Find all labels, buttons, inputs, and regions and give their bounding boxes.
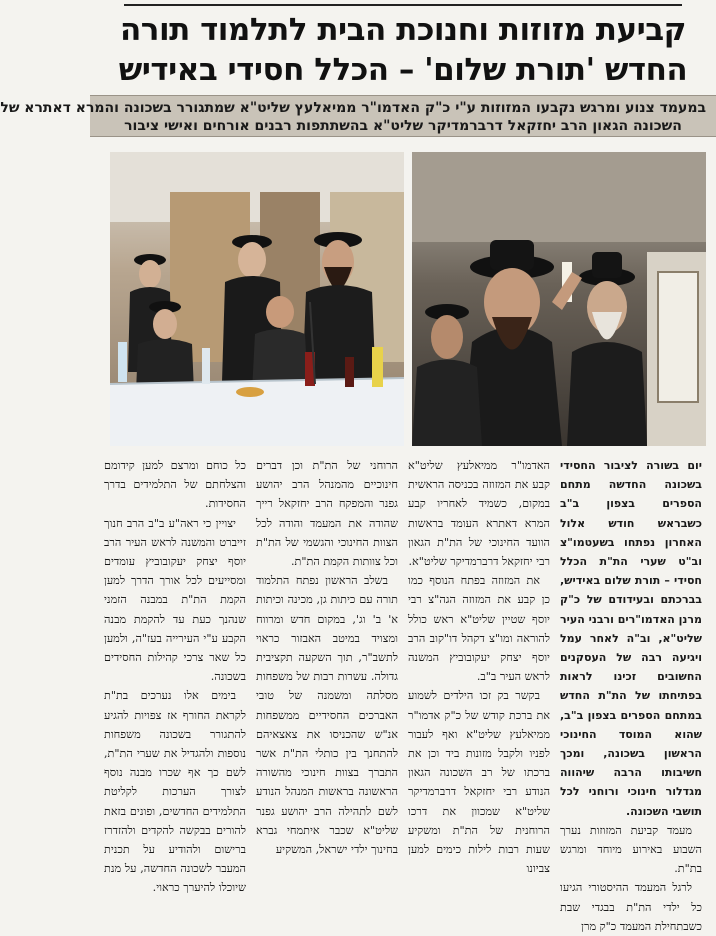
subheadline-line-1: במעמד צנוע ומרגש נקבעו המזוזות ע"י כ"ק האדמו"ר ממיאלעץ שליט"א שמתגורר בשכונה והמרא דאתרא של xyxy=(0,100,706,116)
article-paragraph: בשלב הראשון נפתח התלמוד תורה עם כיתות גן, מכינה וכיתות א' ב' וג', במקום חדש ומרווח ומצויד במיטב האבזור כראוי לתשב"ר, תוך השקעה תקציבית גדולה. עשרות רבות של משפחות מסלתה ומשמנה של טובי האברכים החסידיים ממשפחות אנ"ש שהכניסו את צאצאיהם להתחנך בין כותלי הת"ת אשר התברך בצוות חינוכי מהשורה הראשונה בראשות המנהל הנודע לשם לתהילה הרב יהושע גפנר שליט"א שכבר איתמחי גברא בחינוך ילדי ישראל, המשקיע xyxy=(256,574,398,857)
article-column-2 xyxy=(408,456,550,876)
article-paragraph: הרוחני של הת"ת וכן דברים חינוכיים מהמנהל הרב יהושע גפנר והמפקח הרב יחזקאל רייך שהודה את המעמד והודה לכל הצוות החינוכי והגשמי של הת"ת וכל צוותות הקמת הת"ת. xyxy=(256,459,398,569)
article-paragraph: את המזוזה בפתח הנוסף כמו כן קבע את המזוזה הגה"צ רבי יוסף שטיין שליט"א ראש כולל להוראה ומו"צ דקהל דו"קוב הרב יוסף יצחק יעקובוביץ המשנה לראש העיר ב"ב. xyxy=(408,574,550,684)
article-paragraph: בימים אלו נערכים בת"ת לקראת החורף אז צפויות להגיע להתגורר בשכונה משפחות נוספות ולהגדיל את שערי הת"ת, לשם כך אף שכרו מבנה נוסף לצורך הערכות לקליטת התלמידים החדשים, ופונים בזאת להורים בבקשה להקדים ולהזדרז ברישום ולהודיע על תכנית המעבר לשכונה החדשה, על מנת שיוכלו להיערך כראוי. xyxy=(104,689,246,895)
article-column-3 xyxy=(256,456,398,857)
subheadline-line-2: השכונה הגאון הרב יחזקאל דרברמדיקר שליט"א בהשתתפות רבנים אורחים ואישי ציבור xyxy=(124,118,682,134)
article-column-4 xyxy=(104,456,246,895)
headline xyxy=(108,10,698,90)
article-paragraph: יום בשורה לציבור החסידי בשכונה החדשה מתחם הספרים בצפון ב"ב כשבראש חודש אלול האחרון נפתחו בשעטמו"צ וב"ט שערי הת"ת הכלל חסידי – תורת שלום באידיש, בברכתם ובעידודם של כ"ק מרנן האדמו"רים ורבני העיר שליט"א, וב"ה לאחר עמל ויגיעה רבה של העסקנים החשובים זכינו לראות בפתיחתו של הת"ת החדש במתחם הספרים בצפון ב"ב, שהוא המוסד החינוכי הראשון בשכונה, ומכך חשיבותו הרבה שיהווה מגדלור חינוכי ורוחני לכל תושבי השכונה. xyxy=(560,459,702,818)
photo-rabbis-table xyxy=(110,152,404,446)
subheadline xyxy=(0,95,716,137)
article-paragraph: כל כוחם ומרצם למען קידומם והצלחתם של התלמידים בדרך החסידות. xyxy=(104,459,246,511)
headline-line-1: קביעת מזוזות וחנוכת הבית לתלמוד תורה xyxy=(120,12,686,48)
article-paragraph: יצויין כי ראה"ע ב"ב הרב חנוך זייברט והמשנה לראש העיר הרב יוסף יצחק יעקובוביץ עומדים ומסייעים לכל אורך הדרך למען הקמת הת"ת במבנה הזמני שנהנך כעת עד להקמת מבנה הקבע ע"י העירייה בעז"ה, ולמען כל שאר צרכי קהילות החסידים בשכונה. xyxy=(104,516,246,684)
article-body xyxy=(104,456,702,933)
article-paragraph: האדמו"ר ממיאלעץ שליט"א קבע את המזוזה בכניסה הראשית במקום, כשמיד לאחריו קבע המרא דאתרא העומד בראשות הוועד החינוכי של הת"ת הגאון רבי יחזקאל דרברמדיקר שליט"א. xyxy=(408,459,550,569)
article-paragraph: לרגל המעמד ההיסטורי הגיעו כל ילדי הת"ת בבגדי שבת כשבתחילת המעמד כ"ק מרן xyxy=(560,881,702,933)
article-paragraph: בקשר בק זכו הילדים לשמוע את ברכת קודש של כ"ק אדמו"ר ממיאלעץ שליט"א ואף לעבור לפניו ולקבל מזונות ביד וכן את ברכתו של רב השכונה הגאון הנודע רבי יחזקאל דרברמדיקר שליט"א שמכוון את דרכו הרוחנית של הת"ת ומשקיע שעות רבות לילות כימים למען צביונו xyxy=(408,689,550,876)
article-column-1 xyxy=(560,456,702,933)
photo-mezuzah-ceremony xyxy=(412,152,706,446)
top-rule xyxy=(124,4,682,6)
headline-line-2: החדש 'תורת שלום' – הכלל חסידי באידיש xyxy=(118,52,688,88)
article-paragraph: מעמד קביעת המזוזות נערך השבוע באירוע מיוחד ומרגש בת"ת. xyxy=(560,823,702,876)
